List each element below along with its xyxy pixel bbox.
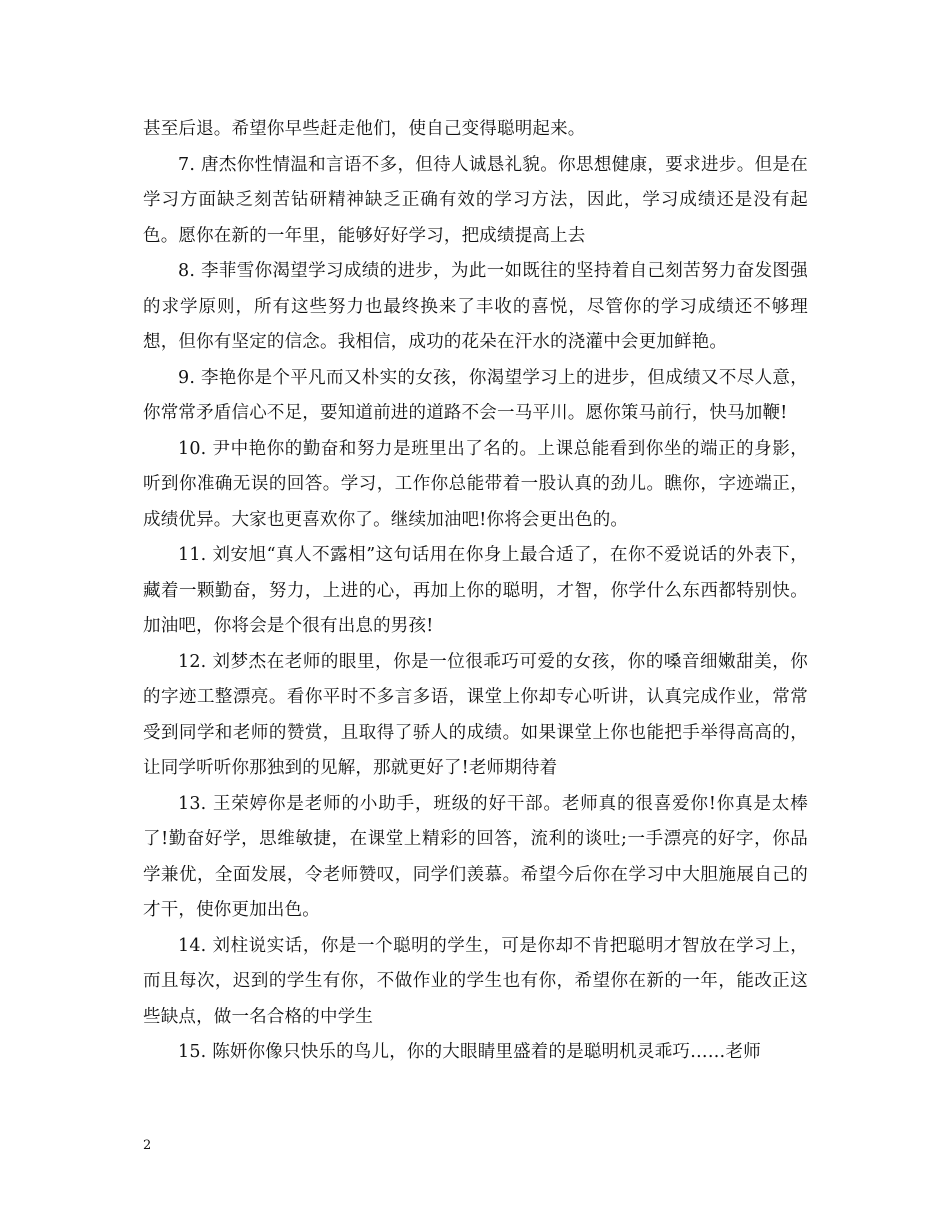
comment-item-10: 10. 尹中艳你的勤奋和努力是班里出了名的。上课总能看到你坐的端正的身影，听到你准确无误的回答。学习，工作你总能带着一股认真的劲儿。瞧你，字迹端正，成绩优异。大家也更喜欢你了。继续加油吧!你将会更出色的。 xyxy=(143,438,808,530)
page-number: 2 xyxy=(143,1138,152,1153)
comment-item-15: 15. 陈妍你像只快乐的鸟儿，你的大眼睛里盛着的是聪明机灵乖巧……老师 xyxy=(178,1042,761,1062)
comment-item-14: 14. 刘柱说实话，你是一个聪明的学生，可是你却不肯把聪明才智放在学习上，而且每次，迟到的学生有你，不做作业的学生也有你，希望你在新的一年，能改正这些缺点，做一名合格的中学生 xyxy=(143,935,808,1027)
comment-item-8: 8. 李菲雪你渴望学习成绩的进步，为此一如既往的坚持着自己刻苦努力奋发图强的求学原则，所有这些努力也最终换来了丰收的喜悦，尽管你的学习成绩还不够理想，但你有坚定的信念。我相信，成功的花朵在汗水的浇灌中会更加鲜艳。 xyxy=(143,261,808,352)
comment-item-9: 9. 李艳你是个平凡而又朴实的女孩，你渴望学习上的进步，但成绩又不尽人意，你常常矛盾信心不足，要知道前进的道路不会一马平川。愿你策马前行，快马加鞭! xyxy=(143,367,808,423)
comment-item-13: 13. 王荣婷你是老师的小助手，班级的好干部。老师真的很喜爱你!你真是太棒了!勤奋好学，思维敏捷，在课堂上精彩的回答，流利的谈吐;一手漂亮的好字，你品学兼优，全面发展，令老师赞叹，同学们羡慕。希望今后你在学习中大胆施展自己的才干，使你更加出色。 xyxy=(143,793,808,920)
comment-item-11: 11. 刘安旭“真人不露相”这句话用在你身上最合适了，在你不爱说话的外表下，藏着一颗勤奋，努力，上进的心，再加上你的聪明，才智，你学什么东西都特别快。加油吧，你将会是个很有出息的男孩! xyxy=(143,545,808,636)
comment-item-7: 7. 唐杰你性情温和言语不多，但待人诚恳礼貌。你思想健康，要求进步。但是在学习方面缺乏刻苦钻研精神缺乏正确有效的学习方法，因此，学习成绩还是没有起色。愿你在新的一年里，能够好好学习，把成绩提高上去 xyxy=(143,154,808,246)
paragraph-continuation: 甚至后退。希望你早些赶走他们，使自己变得聪明起来。 xyxy=(143,119,586,139)
document-body xyxy=(143,112,808,1071)
comment-item-12: 12. 刘梦杰在老师的眼里，你是一位很乖巧可爱的女孩，你的嗓音细嫩甜美，你的字迹工整漂亮。看你平时不多言多语，课堂上你却专心听讲，认真完成作业，常常受到同学和老师的赞赏，且取得了骄人的成绩。如果课堂上你也能把手举得高高的，让同学听听你那独到的见解，那就更好了!老师期待着 xyxy=(143,651,808,778)
